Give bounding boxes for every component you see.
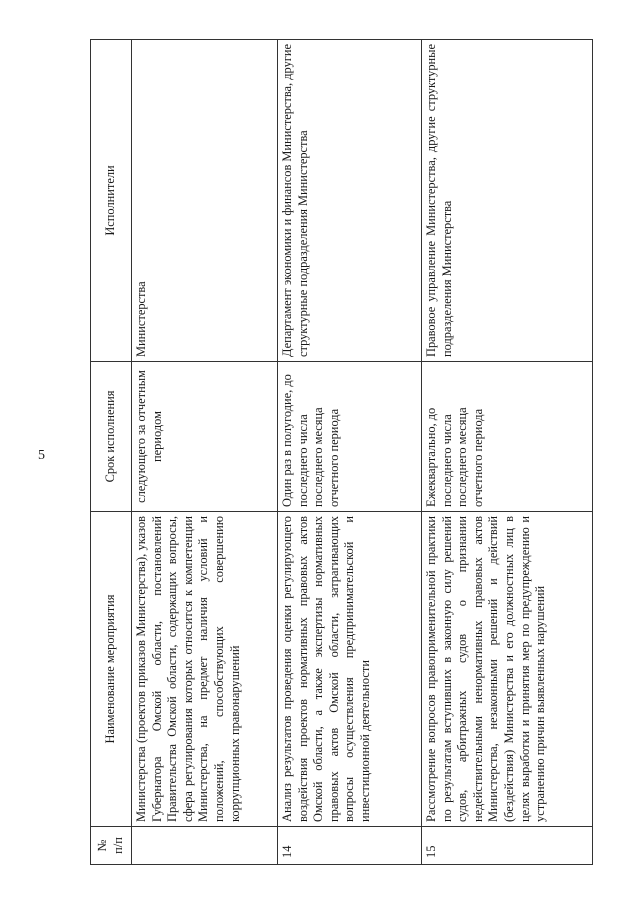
measure-term: Один раз в полугодие, до последнего числа последнего месяца отчетного периода (278, 362, 422, 512)
measure-executors: Министерства (132, 40, 278, 362)
table-row (132, 40, 278, 865)
measure-name: Министерства (проектов приказов Министерства), указов Губернатора Омской области, постановлений Правительства Омской области, содержащих вопросы, сфера регулирования которых относится к компетенции Министерства, на предмет наличия условий и положений, способствующих совершению коррупционных правонарушений (132, 512, 278, 827)
rotated-table-container (90, 40, 593, 865)
measure-term: следующего за отчетным периодом (132, 362, 278, 512)
measure-executors: Правовое управление Министерства, другие структурные подразделения Министерства (421, 40, 592, 362)
measure-term: Ежеквартально, до последнего числа последнего месяца отчетного периода (421, 362, 592, 512)
measure-name: Анализ результатов проведения оценки регулирующего воздействия проектов нормативных правовых актов Омской области, а также экспертизы нормативных правовых актов Омской области, затрагивающих вопросы осуществления предпринимательской и инвестиционной деятельности (278, 512, 422, 827)
measures-table (90, 39, 593, 865)
header-executors: Исполнители (91, 40, 132, 362)
header-term: Срок исполнения (91, 362, 132, 512)
header-num: № п/п (91, 827, 132, 865)
row-number: 14 (278, 827, 422, 865)
header-row (91, 40, 132, 865)
measure-name: Рассмотрение вопросов правоприменительной практики по результатам вступивших в законную силу решений судов, арбитражных судов о признании недействительными ненормативных правовых актов Министерства, незаконными решений и действий (бездействия) Министерства и его должностных лиц в целях выработки и принятия мер по предупреждению и устранению причин выявленных нарушений (421, 512, 592, 827)
page-number: 5 (38, 448, 45, 463)
table-rotation (90, 40, 593, 865)
header-name: Наименование мероприятия (91, 512, 132, 827)
measure-executors: Департамент экономики и финансов Министерства, другие структурные подразделения Министерства (278, 40, 422, 362)
row-number (132, 827, 278, 865)
table-row (421, 40, 592, 865)
table-row (278, 40, 422, 865)
row-number: 15 (421, 827, 592, 865)
